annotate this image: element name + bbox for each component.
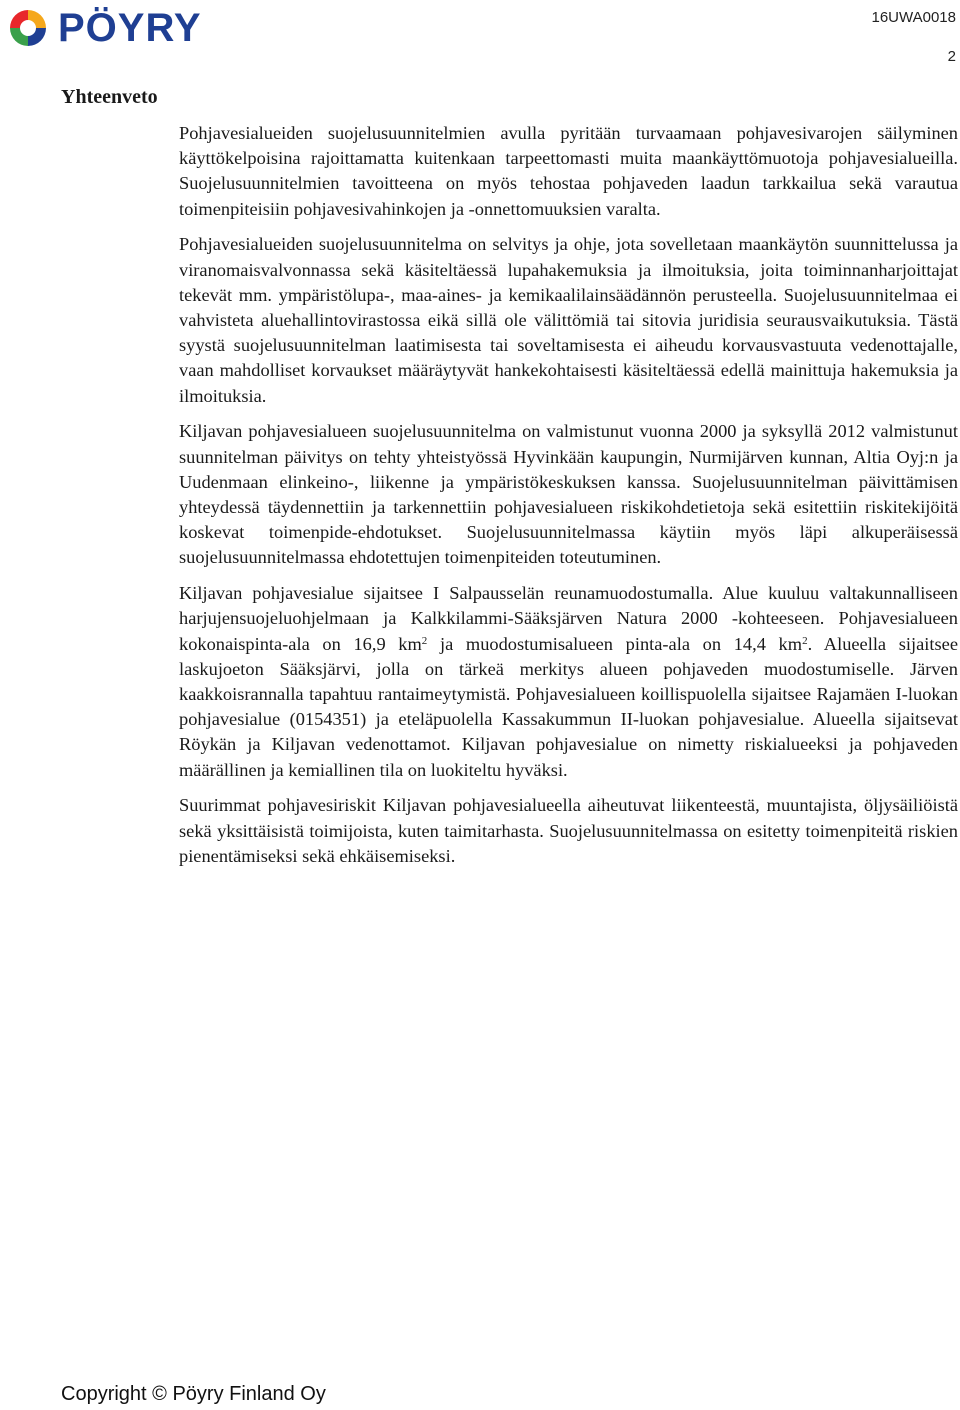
section-title: Yhteenveto <box>61 86 158 108</box>
paragraph: Suurimmat pohjavesiriskit Kiljavan pohjavesialueella aiheutuvat liikenteestä, muuntajista, öljysäiliöistä sekä yksittäisistä toimijoista, kuten taimitarhasta. Suojelusuunnitelmassa on esitetty toimenpiteitä riskien pienentämiseksi sekä ehkäisemiseksi. <box>179 795 958 866</box>
paragraph <box>179 581 958 783</box>
paragraph-text: Kiljavan pohjavesialue sijaitsee I Salpausselän reunamuodostumalla. Alue kuuluu valtakunnalliseen harjujensuojeluohjelmaan ja Kalkkilammi-Sääksjärven Natura 2000 -kohteeseen. Pohjavesialueen kokonaispinta-ala on 16,9 km <box>179 583 958 654</box>
page-number: 2 <box>947 48 956 65</box>
brand-name: PÖYRY <box>58 6 202 50</box>
document-id: 16UWA0018 <box>871 9 956 26</box>
footer-copyright: Copyright © Pöyry Finland Oy <box>61 1383 326 1405</box>
paragraph: Kiljavan pohjavesialueen suojelusuunnitelma on valmistunut vuonna 2000 ja syksyllä 2012 valmistunut suunnitelman päivitys on tehty yhteistyössä Hyvinkään kaupungin, Nurmijärven kunnan, Altia Oyj:n ja Uudenmaan elinkeino-, liikenne ja ympäristökeskuksen kanssa. Suojelusuunnitelman päivittämisen yhteydessä täydennettiin ja tarkennettiin pohjavesialueen riskikohdetietoja sekä esitettiin riskitekijöitä koskevat toimenpide-ehdotukset. Suojelusuunnitelmassa käytiin myös läpi alkuperäisessä suojelusuunnitelmassa ehdotettujen toimenpiteiden toteutuminen. <box>179 421 958 568</box>
paragraph-text: . Alueella sijaitsee laskujoeton Sääksjärvi, jolla on tärkeä merkitys alueen pohjaveden muodostumiselle. Järven kaakkoisrannalla tapahtuu rantaimeytymistä. Pohjavesialueen koillispuolella sijaitsee Rajamäen I-luokan pohjavesialue (0154351) ja eteläpuolella Kassakummun II-luokan pohjavesialue. Alueella sijaitsevat Röykän ja Kiljavan vedenottamot. Kiljavan pohjavesialue on nimetty riskialueeksi ja pohjaveden määrällinen ja kemiallinen tila on luokiteltu hyväksi. <box>179 633 959 780</box>
superscript: 2 <box>802 634 808 647</box>
superscript: 2 <box>421 634 428 647</box>
body-text <box>179 121 958 880</box>
poyry-logo-icon <box>4 6 52 50</box>
paragraph: Pohjavesialueiden suojelusuunnitelmien avulla pyritään turvaamaan pohjavesivarojen säilyminen käyttökelpoisina rajoittamatta kuitenkaan tarpeettomasti muita maankäyttömuotoja pohjavesialueilla. Suojelusuunnitelmien tavoitteena on myös tehostaa pohjaveden laadun tarkkailua sekä varautua toimenpiteisiin pohjavesivahinkojen ja -onnettomuuksien varalta. <box>179 123 958 219</box>
paragraph-text: ja muodostumisalueen pinta-ala on 14,4 km <box>427 633 803 654</box>
poyry-logo <box>4 6 202 50</box>
paragraph: Pohjavesialueiden suojelusuunnitelma on selvitys ja ohje, jota sovelletaan maankäytön suunnittelussa ja viranomaisvalvonnassa sekä käsiteltäessä lupahakemuksia ja ilmoituksia, joita toiminnanharjoittajat tekevät mm. ympäristölupa-, maa-aines- ja kemikaalilainsäädännön perusteella. Suojelusuunnitelmaa ei vahvisteta aluehallintovirastossa eikä sillä ole välittömiä tai sitovia juridisia seurausvaikutuksia. Tästä syystä suojelusuunnitelman laatimisesta tai soveltamisesta ei aiheudu korvausvastuuta vedenottajalle, vaan mahdolliset korvaukset määräytyvät hankekohtaisesti käsiteltäessä edellä mainittuja hakemuksia ja ilmoituksia. <box>179 234 958 406</box>
